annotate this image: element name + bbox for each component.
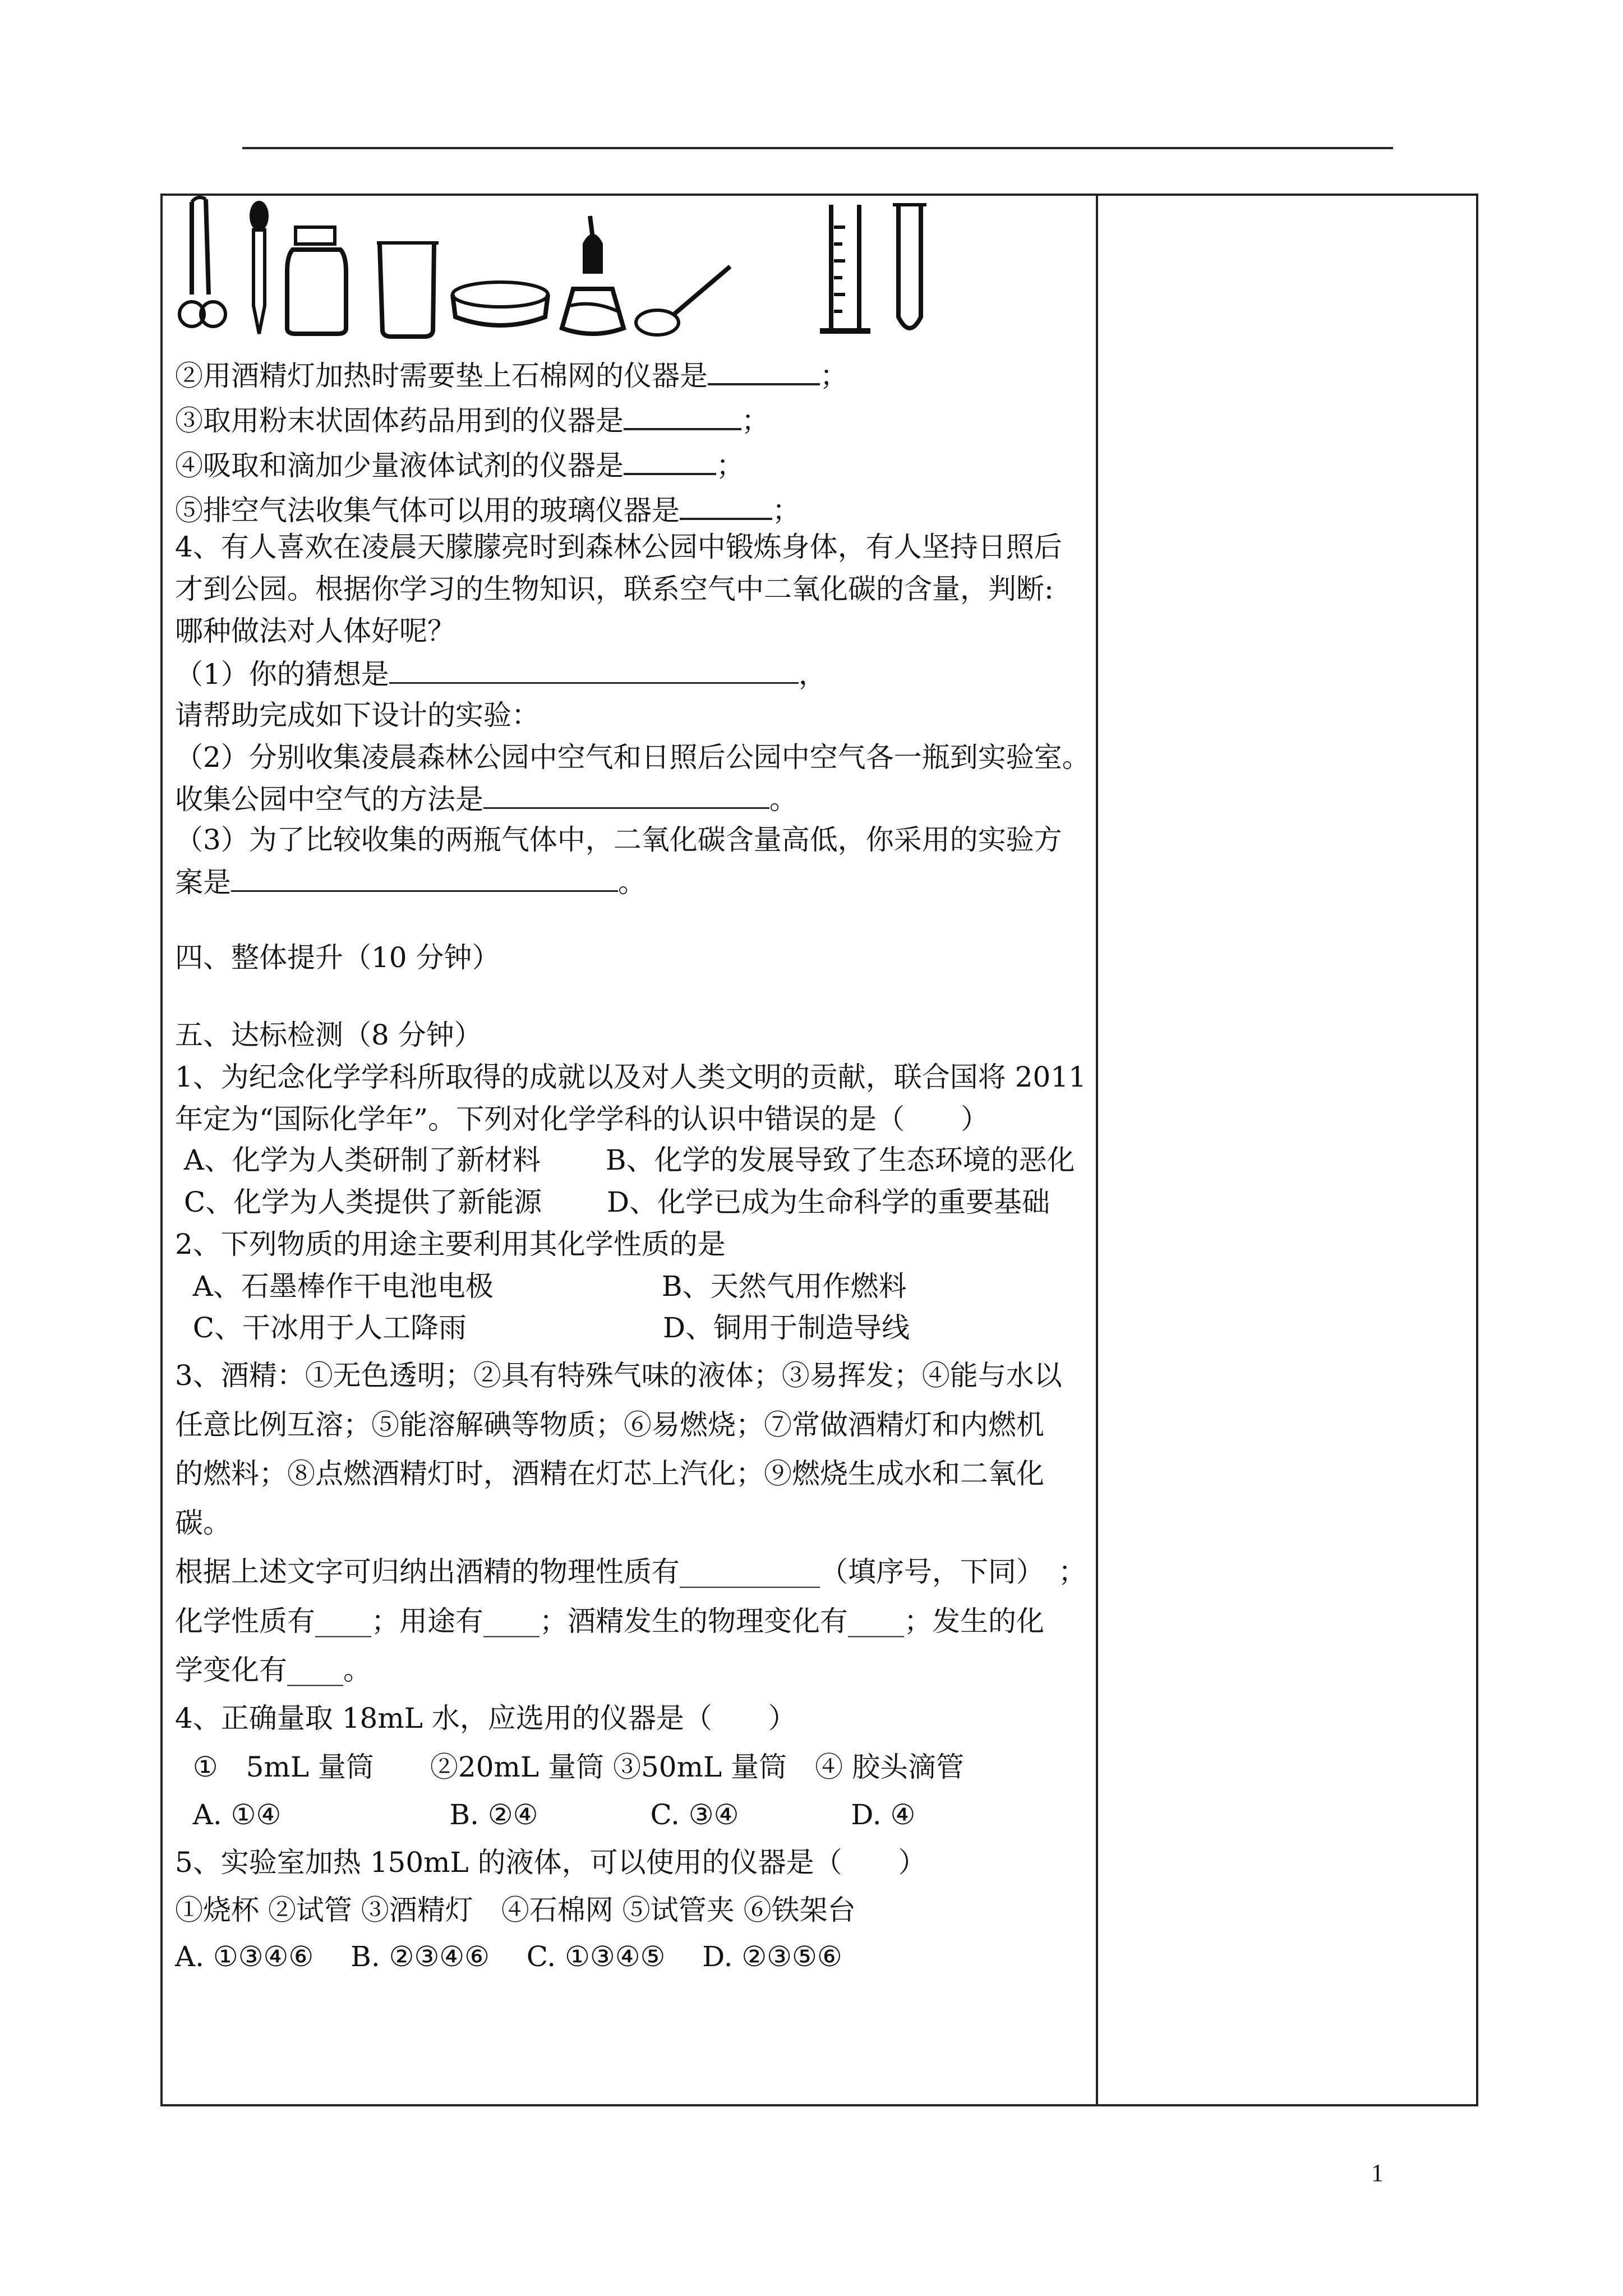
answer-blank[interactable]	[389, 656, 799, 684]
t3-line-6: 化学性质有____；用途有____；酒精发生的物理变化有____；发生的化	[175, 1605, 1044, 1637]
t3-line-3: 的燃料；⑧点燃酒精灯时，酒精在灯芯上汽化；⑨燃烧生成水和二氧化	[175, 1457, 1044, 1490]
q4-line-4: （1）你的猜想是 ，	[175, 656, 827, 691]
q4-line-6: （2）分别收集凌晨森林公园中空气和日照后公园中空气各一瓶到实验室。	[175, 741, 1090, 774]
evaporating-dish-icon	[453, 282, 548, 325]
answer-blank[interactable]	[483, 781, 769, 809]
graduated-cylinder-icon	[820, 205, 870, 331]
section-heading-4: 四、整体提升（10 分钟）	[175, 941, 500, 974]
t1-option-ab: A、化学为人类研制了新材料 B、化学的发展导致了生态环境的恶化	[175, 1144, 1075, 1176]
dropper-icon	[251, 203, 267, 334]
test-tube-icon	[893, 205, 926, 328]
page-number: 1	[1371, 2159, 1384, 2187]
t3-line-5: 根据上述文字可归纳出酒精的物理性质有__________（填序号，下同） ；	[175, 1556, 1086, 1588]
t3-line-4: 碳。	[175, 1507, 231, 1539]
t4-line-1: 4、正确量取 18mL 水，应选用的仪器是（ ）	[175, 1702, 796, 1734]
column-divider	[1096, 194, 1098, 2106]
q3-line-4: ④吸取和滴加少量液体试剂的仪器是 ；	[175, 447, 744, 482]
apparatus-illustrations	[175, 194, 1089, 351]
q4-line-7: 收集公园中空气的方法是 。	[175, 781, 797, 816]
t2-line-1: 2、下列物质的用途主要利用其化学性质的是	[175, 1228, 726, 1260]
answer-blank[interactable]	[624, 402, 741, 430]
header-rule	[242, 147, 1393, 149]
alcohol-lamp-icon	[562, 216, 624, 334]
beaker-icon	[377, 243, 439, 337]
t4-options: A. ①④ B. ②④ C. ③④ D. ④	[175, 1798, 916, 1831]
crucible-tongs-icon	[179, 197, 225, 326]
t2-option-ab: A、石墨棒作干电池电极 B、天然气用作燃料	[175, 1270, 907, 1303]
t5-line-1: 5、实验室加热 150mL 的液体，可以使用的仪器是（ ）	[175, 1846, 926, 1879]
q4-line-1: 4、有人喜欢在凌晨天朦朦亮时到森林公园中锻炼身体，有人坚持日照后	[175, 531, 1062, 563]
q4-line-5: 请帮助完成如下设计的实验：	[175, 699, 540, 731]
answer-blank[interactable]	[680, 492, 772, 520]
t3-line-7: 学变化有____。	[175, 1654, 371, 1686]
medicine-spoon-icon	[636, 266, 730, 335]
t3-line-1: 3、酒精：①无色透明；②具有特殊气味的液体；③易挥发；④能与水以	[175, 1359, 1062, 1392]
t2-option-cd: C、干冰用于人工降雨 D、铜用于制造导线	[175, 1312, 910, 1344]
answer-blank[interactable]	[231, 864, 618, 892]
q3-line-3: ③取用粉末状固体药品用到的仪器是 ；	[175, 402, 769, 438]
answer-blank[interactable]	[624, 447, 716, 475]
q4-line-8: （3）为了比较收集的两瓶气体中，二氧化碳含量高低，你采用的实验方	[175, 823, 1062, 856]
t3-line-2: 任意比例互溶；⑤能溶解碘等物质；⑥易燃烧；⑦常做酒精灯和内燃机	[175, 1409, 1044, 1441]
wide-mouth-bottle-icon	[287, 227, 346, 334]
q3-line-5: ⑤排空气法收集气体可以用的玻璃仪器是 ；	[175, 492, 800, 527]
q4-line-2: 才到公园。根据你学习的生物知识，联系空气中二氧化碳的含量，判断:	[175, 573, 1054, 605]
q4-line-9: 案是 。	[175, 864, 646, 899]
t1-line-1: 1、为纪念化学学科所取得的成就以及对人类文明的贡献，联合国将 2011	[175, 1061, 1086, 1093]
t4-line-2: ① 5mL 量筒 ②20mL 量筒 ③50mL 量筒 ④ 胶头滴管	[175, 1751, 964, 1783]
section-heading-5: 五、达标检测（8 分钟）	[175, 1019, 482, 1051]
t1-option-cd: C、化学为人类提供了新能源 D、化学已成为生命科学的重要基础	[175, 1186, 1050, 1218]
answer-blank[interactable]	[708, 357, 820, 385]
t5-line-2: ①烧杯 ②试管 ③酒精灯 ④石棉网 ⑤试管夹 ⑥铁架台	[175, 1894, 856, 1926]
t5-options: A. ①③④⑥ B. ②③④⑥ C. ①③④⑤ D. ②③⑤⑥	[175, 1940, 842, 1973]
q4-line-3: 哪种做法对人体好呢？	[175, 615, 455, 647]
q3-line-2: ②用酒精灯加热时需要垫上石棉网的仪器是 ；	[175, 357, 848, 393]
t1-line-2: 年定为“国际化学年”。下列对化学学科的认识中错误的是（ ）	[175, 1103, 989, 1135]
